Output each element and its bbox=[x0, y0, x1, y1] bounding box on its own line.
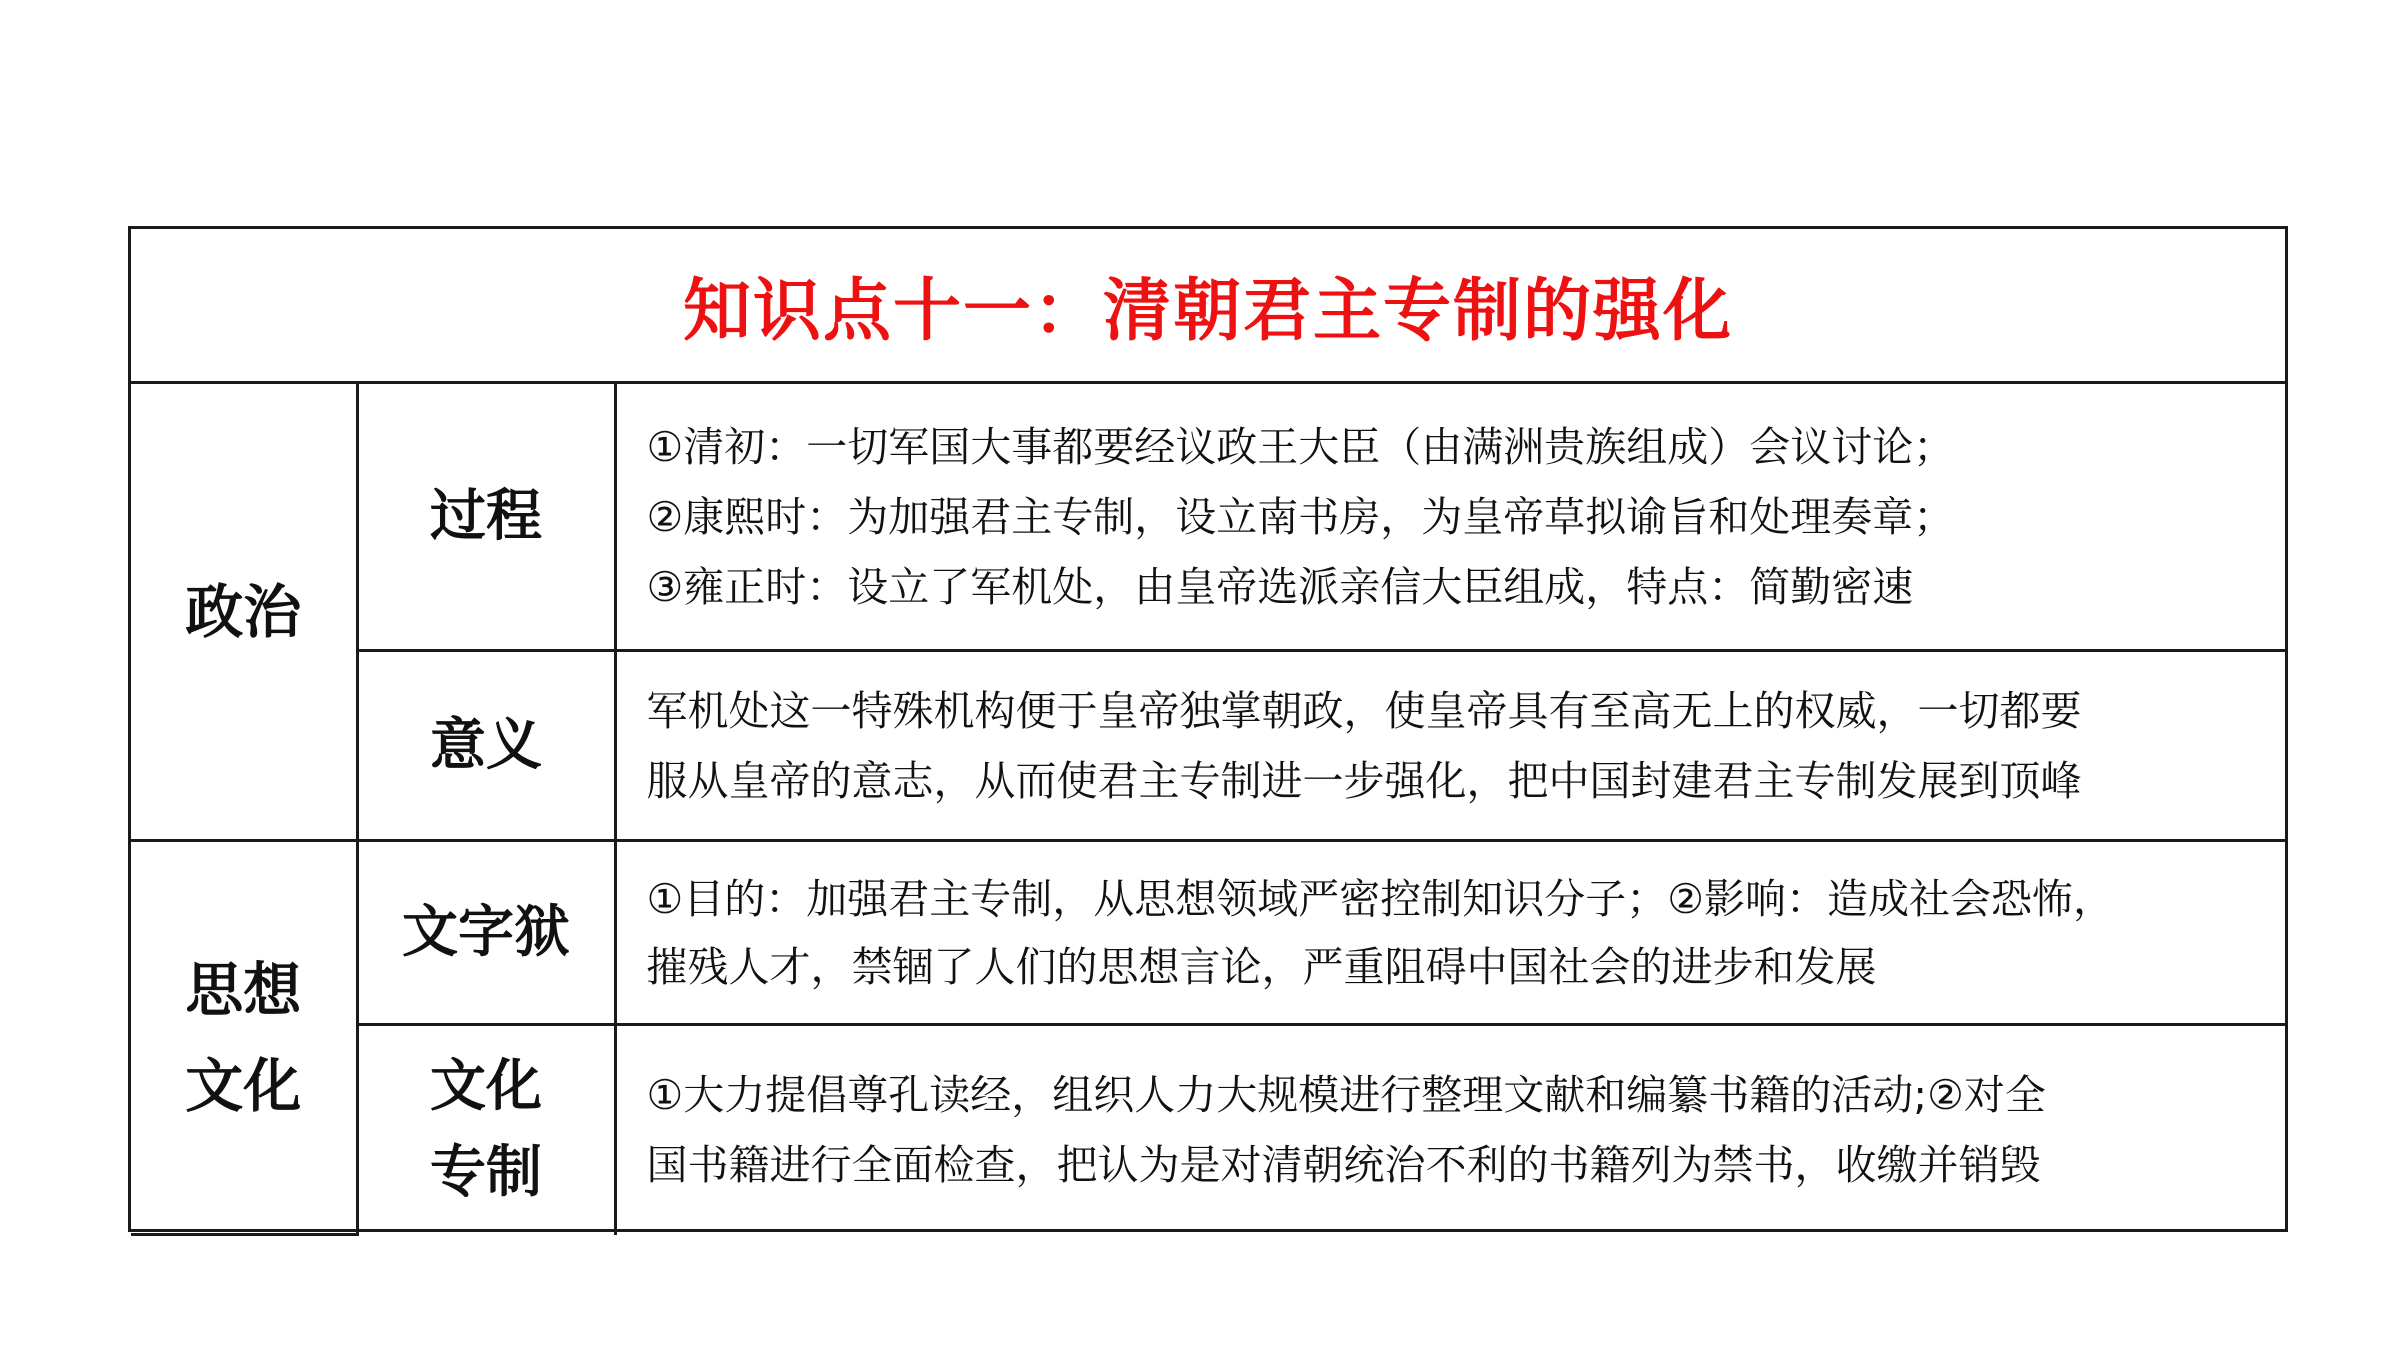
content-line: ①大力提倡尊孔读经，组织人力大规模进行整理文献和编纂书籍的活动;②对全 bbox=[646, 1071, 2046, 1120]
table-row bbox=[131, 841, 2285, 1025]
category-culture bbox=[131, 841, 357, 1235]
content-line: ②康熙时：为加强君主专制，设立南书房，为皇帝草拟谕旨和处理奏章； bbox=[646, 492, 1955, 541]
table-row bbox=[131, 1025, 2285, 1235]
content-cultural-autocracy bbox=[615, 1025, 2285, 1235]
subcategory-label: 文化 bbox=[430, 1054, 542, 1120]
subcategory-label: 专制 bbox=[430, 1140, 542, 1206]
content-line: 军机处这一特殊机构便于皇帝独掌朝政，使皇帝具有至高无上的权威，一切都要 bbox=[646, 686, 2082, 735]
title-cell bbox=[131, 229, 2285, 383]
content-line: ①目的：加强君主专制，从思想领域严密控制知识分子；②影响：造成社会恐怖， bbox=[646, 874, 2115, 923]
knowledge-table bbox=[131, 229, 2285, 1236]
subcategory-significance bbox=[357, 651, 615, 841]
category-label: 思想 bbox=[185, 955, 302, 1024]
category-politics bbox=[131, 383, 357, 841]
content-significance bbox=[615, 651, 2285, 841]
subcategory-process bbox=[357, 383, 615, 651]
table-row bbox=[131, 383, 2285, 651]
subcategory-literary-inquisition bbox=[357, 841, 615, 1025]
category-label: 文化 bbox=[185, 1051, 302, 1120]
content-line: 摧残人才，禁锢了人们的思想言论，严重阻碍中国社会的进步和发展 bbox=[646, 942, 1877, 991]
content-line: 国书籍进行全面检查，把认为是对清朝统治不利的书籍列为禁书，收缴并销毁 bbox=[646, 1141, 2041, 1190]
table-row bbox=[131, 651, 2285, 841]
content-line: 服从皇帝的意志，从而使君主专制进一步强化，把中国封建君主专制发展到顶峰 bbox=[646, 756, 2082, 805]
subcategory-label: 文字狱 bbox=[402, 899, 570, 965]
content-literary-inquisition bbox=[615, 841, 2285, 1025]
content-process bbox=[615, 383, 2285, 651]
page-title: 知识点十一：清朝君主专制的强化 bbox=[682, 271, 1733, 351]
category-label: 政治 bbox=[185, 577, 302, 646]
subcategory-label: 过程 bbox=[430, 483, 542, 549]
subcategory-label: 意义 bbox=[430, 712, 542, 778]
content-line: ③雍正时：设立了军机处，由皇帝选派亲信大臣组成，特点：简勤密速 bbox=[646, 562, 1914, 611]
subcategory-cultural-autocracy bbox=[357, 1025, 615, 1235]
content-line: ①清初：一切军国大事都要经议政王大臣（由满洲贵族组成）会议讨论； bbox=[646, 422, 1955, 471]
title-row bbox=[131, 229, 2285, 383]
knowledge-table-frame bbox=[128, 226, 2288, 1232]
